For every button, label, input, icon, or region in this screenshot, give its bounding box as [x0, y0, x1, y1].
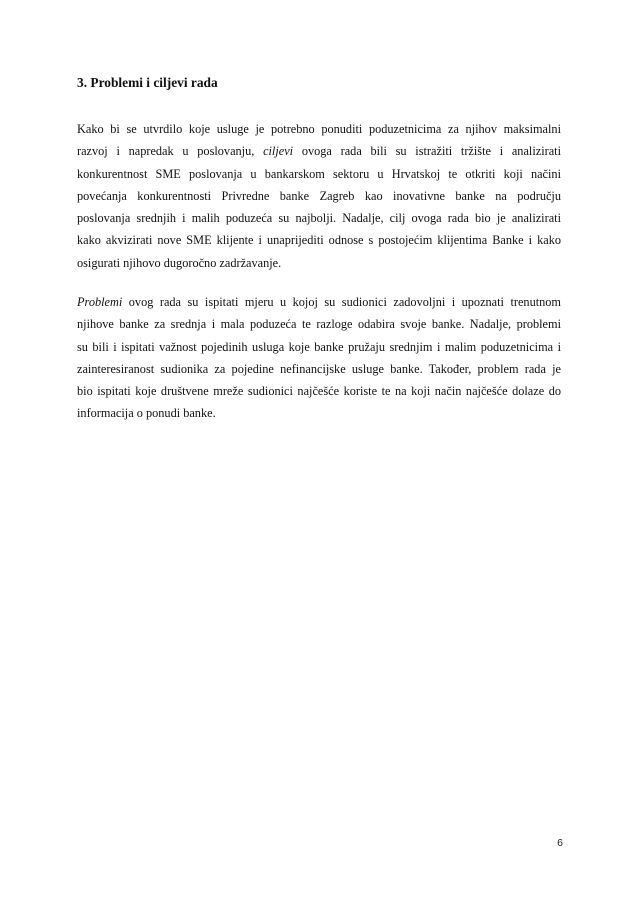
paragraph-line: informacija o ponudi banke. [77, 406, 216, 421]
paragraph-line: zainteresiranost sudionika za pojedine nefinancijske usluge banke. Također, problem rada je [77, 361, 561, 376]
paragraph-line: njihove banke za srednja i mala poduzeća te razloge odabira svoje banke. Nadalje, problemi [77, 317, 561, 332]
paragraph-line: bio ispitati koje društvene mreže sudionici najčešće koriste te na koji način najčešće dolaze do [77, 384, 561, 399]
paragraph-goals [77, 118, 561, 274]
paragraph-line: povećanja konkurentnosti Privredne banke Zagreb kao inovativne banke na području [77, 188, 561, 203]
paragraph-line: Problemi ovog rada su ispitati mjeru u kojoj su sudionici zadovoljni i upoznati trenutnom [77, 295, 561, 309]
paragraph-line: razvoj i napredak u poslovanju, ciljevi ovoga rada bili su istražiti tržište i analizirati [77, 144, 562, 159]
paragraph-line: kako akvizirati nove SME klijente i unaprijediti odnose s postojećim klijentima Banke i kako [77, 233, 561, 248]
emphasis-ciljevi: ciljevi [263, 144, 294, 159]
paragraph-problems [77, 291, 561, 425]
page-content [77, 74, 562, 421]
paragraph-line: Kako bi se utvrdilo koje usluge je potrebno ponuditi poduzetnicima za njihov maksimalni [77, 122, 561, 136]
page-number: 6 [557, 837, 563, 849]
paragraph-line: su bili i ispitati važnost pojedinih usluga koje banke pružaju srednjim i malim poduzetnicima i [77, 339, 561, 354]
section-heading: 3. Problemi i ciljevi rada [77, 75, 218, 90]
paragraph-line: poslovanja srednjih i malih poduzeća su najbolji. Nadalje, cilj ovoga rada bio je analizirati [77, 211, 561, 226]
paragraph-line: konkurentnost SME poslovanja u bankarskom sektoru u Hrvatskoj te otkriti koji načini [77, 166, 561, 181]
paragraph-line: osigurati njihovo dugoročno zadržavanje. [77, 255, 282, 270]
emphasis-problemi: Problemi [77, 295, 123, 309]
